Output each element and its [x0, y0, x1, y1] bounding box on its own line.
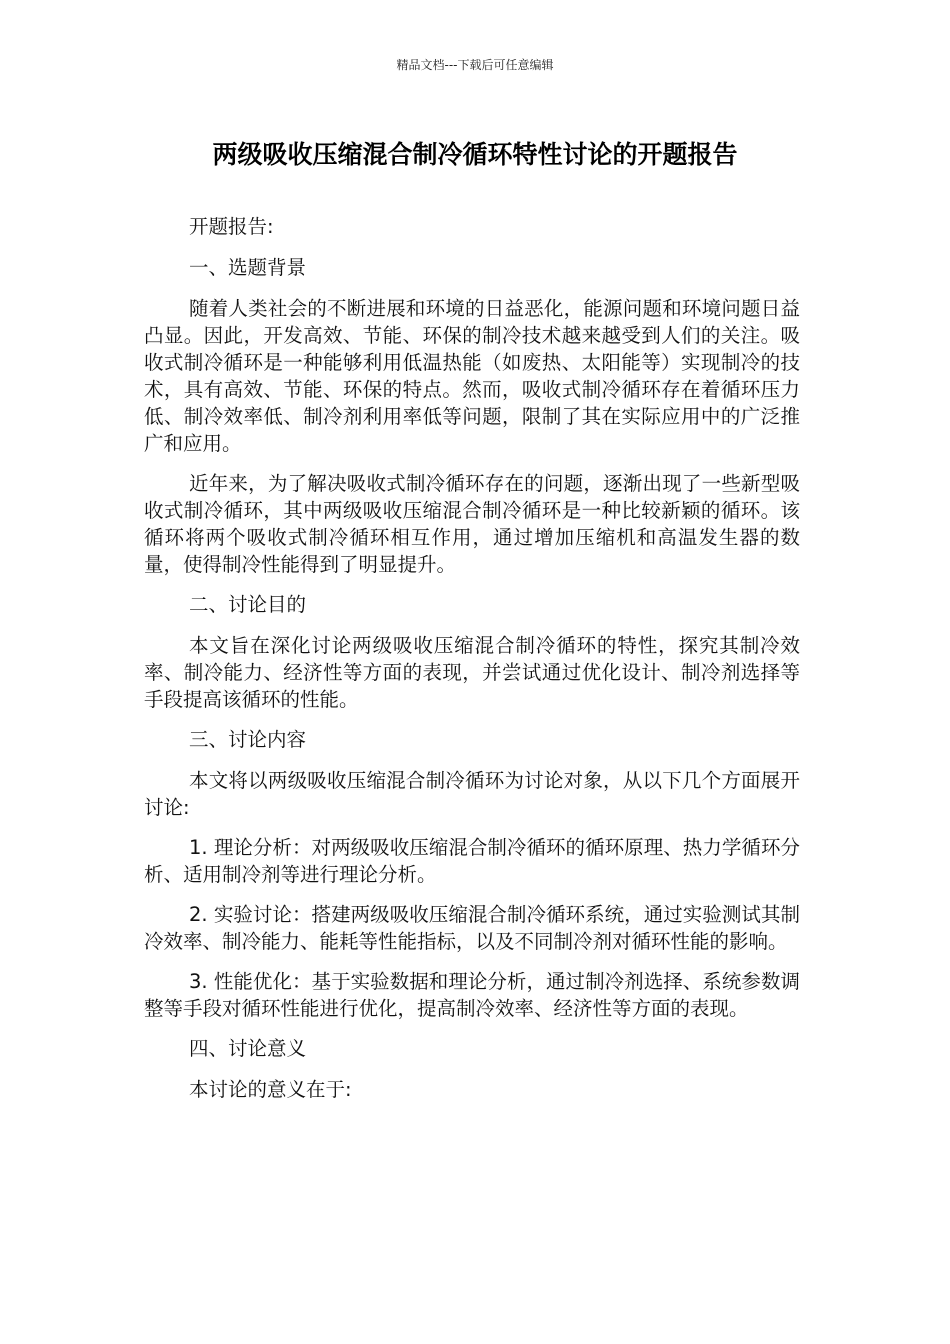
document-body [144, 213, 800, 1117]
section-heading-significance: 四、讨论意义 [189, 1037, 307, 1060]
section-heading-content: 三、讨论内容 [189, 728, 307, 751]
section-heading-background: 一、选题背景 [189, 256, 307, 279]
paragraph-background-2: 近年来，为了解决吸收式制冷循环存在的问题，逐渐出现了一些新型吸收式制冷循环，其中两级吸收压缩混合制冷循环是一种比较新颖的循环。该循环将两个吸收式制冷循环相互作用，通过增加压缩机和高温发生器的数量，使得制冷性能得到了明显提升。 [144, 472, 800, 576]
report-label: 开题报告: [189, 215, 274, 238]
paragraph-purpose: 本文旨在深化讨论两级吸收压缩混合制冷循环的特性，探究其制冷效率、制冷能力、经济性等方面的表现，并尝试通过优化设计、制冷剂选择等手段提高该循环的性能。 [144, 634, 800, 711]
document-title: 两级吸收压缩混合制冷循环特性讨论的开题报告 [212, 140, 738, 169]
section-heading-purpose: 二、讨论目的 [189, 593, 307, 616]
list-item-optimization: 3. 性能优化：基于实验数据和理论分析，通过制冷剂选择、系统参数调整等手段对循环性能进行优化，提高制冷效率、经济性等方面的表现。 [144, 970, 800, 1020]
list-item-theory: 1. 理论分析：对两级吸收压缩混合制冷循环的循环原理、热力学循环分析、适用制冷剂等进行理论分析。 [144, 836, 800, 886]
list-item-experiment: 2. 实验讨论：搭建两级吸收压缩混合制冷循环系统，通过实验测试其制冷效率、制冷能力、能耗等性能指标，以及不同制冷剂对循环性能的影响。 [144, 903, 800, 953]
paragraph-content-intro: 本文将以两级吸收压缩混合制冷循环为讨论对象，从以下几个方面展开讨论: [144, 769, 800, 819]
paragraph-significance-intro: 本讨论的意义在于: [189, 1078, 352, 1101]
paragraph-background-1: 随着人类社会的不断进展和环境的日益恶化，能源问题和环境问题日益凸显。因此，开发高效、节能、环保的制冷技术越来越受到人们的关注。吸收式制冷循环是一种能够利用低温热能（如废热、太阳能等）实现制冷的技术，具有高效、节能、环保的特点。然而，吸收式制冷循环存在着循环压力低、制冷效率低、制冷剂利用率低等问题，限制了其在实际应用中的广泛推广和应用。 [144, 297, 800, 455]
header-note: 精品文档---下载后可任意编辑 [396, 58, 554, 72]
